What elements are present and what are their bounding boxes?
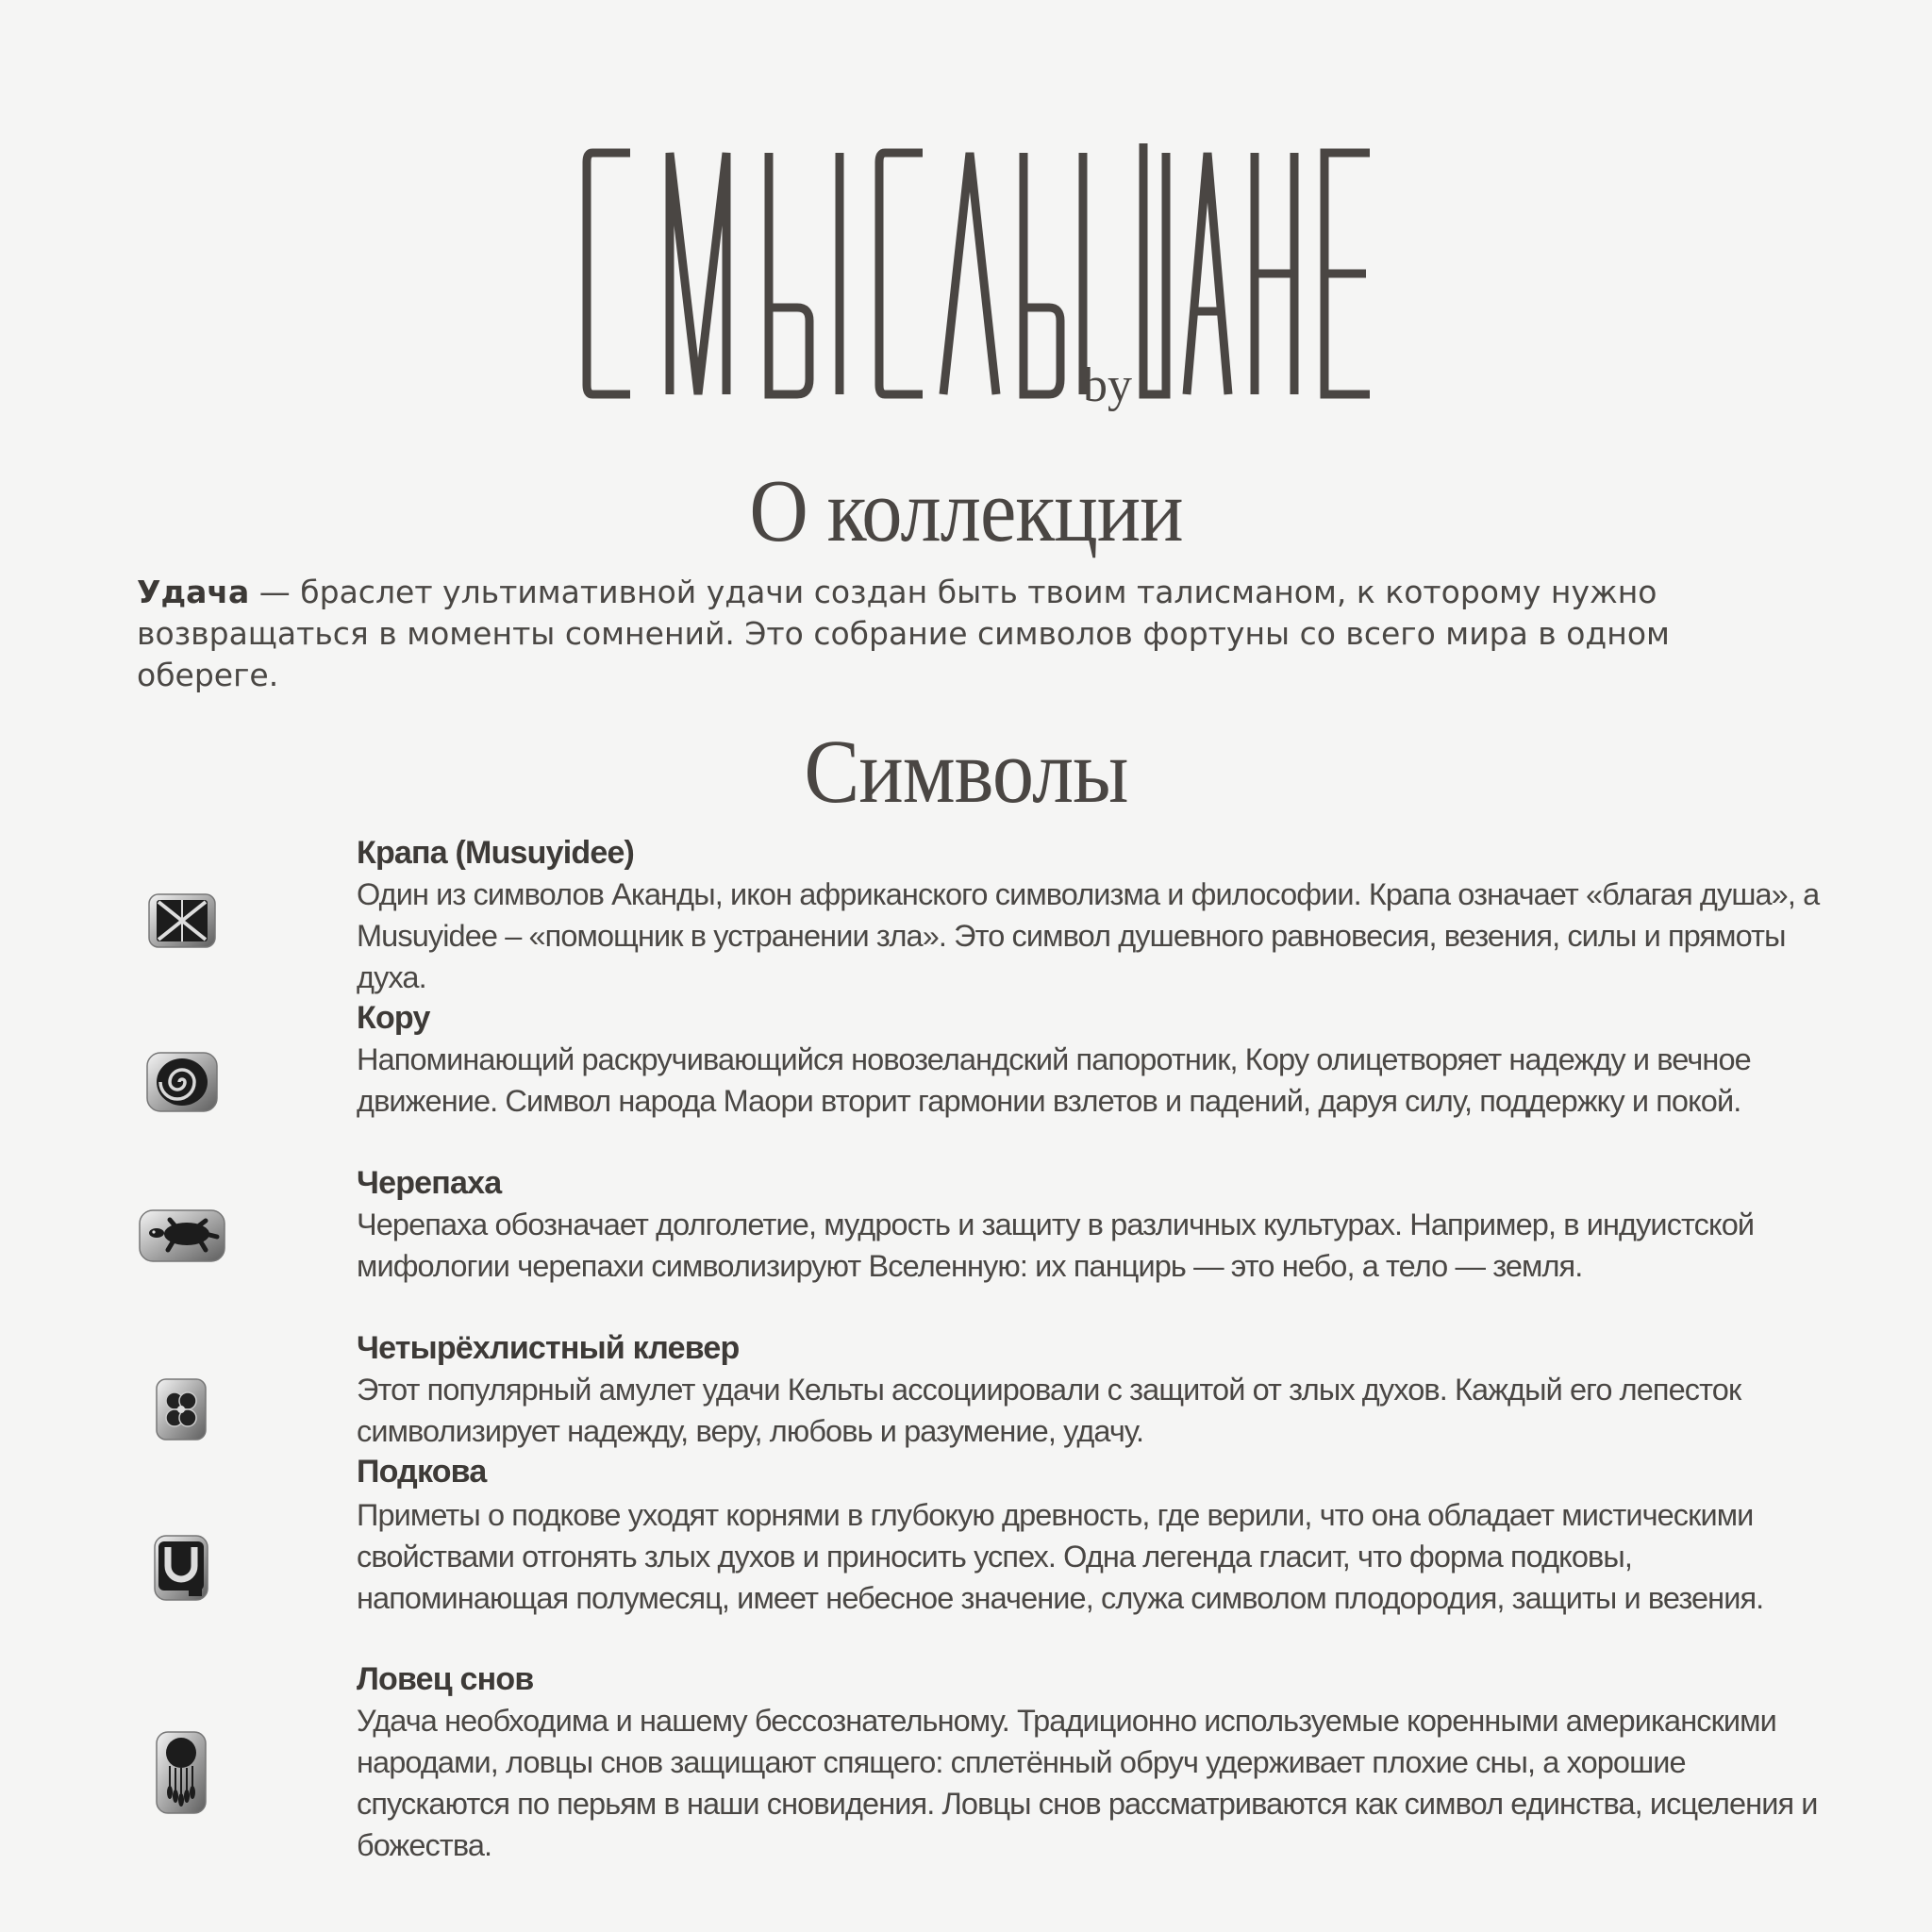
about-lead-text: — браслет ультимативной удачи создан быть твоим талисманом, к которому нужно возвращаться в моменты сомнений. Это собрание символов фортуны со всего мира в одном обереге. [137,574,1670,693]
symbol-desc-turtle: Черепаха обозначает долголетие, мудрость и защиту в различных культурах. Например, в индуистской мифологии черепахи символизируют Вселенную: их панцирь — это небо, а тело — земля. [357,1208,1755,1283]
koru-spiral-icon [145,1051,219,1113]
turtle-icon [138,1208,226,1263]
about-paragraph [137,572,1797,696]
krapa-cross-icon [147,892,217,949]
symbol-title-krapa: Крапа (Musuyidee) [357,835,635,871]
symbol-title-turtle: Черепаха [357,1165,502,1201]
brand-logo [0,132,1932,415]
four-leaf-clover-icon [155,1377,208,1441]
svg-text:by: by [1083,358,1132,412]
horseshoe-icon [153,1534,209,1602]
symbol-title-dreamcatcher: Ловец снов [357,1661,534,1697]
symbol-desc-koru: Напоминающий раскручивающийся новозеландский папоротник, Кору олицетворяет надежду и вечное движение. Символ народа Маори вторит гармонии взлетов и падений, даруя силу, поддержку и покой. [357,1042,1751,1118]
dreamcatcher-icon [155,1730,208,1815]
about-heading: О коллекции [749,462,1183,560]
symbol-desc-krapa: Один из символов Аканды, икон африканского символизма и философии. Крапа означает «благая душа», а Musuyidee – «помощник в устранении зла». Это символ душевного равновесия, везения, силы и прямоты духа. [357,877,1820,994]
symbol-title-clover: Четырёхлистный клевер [357,1330,740,1366]
about-lead-bold: Удача [137,574,250,610]
symbol-title-koru: Кору [357,1000,430,1036]
brand-logo-mark [0,132,1932,415]
symbols-heading: Символы [804,721,1128,822]
symbol-desc-clover: Этот популярный амулет удачи Кельты ассоциировали с защитой от злых духов. Каждый его лепесток символизирует надежду, веру, любовь и разумение, удачу. [357,1373,1741,1448]
symbol-desc-dreamcatcher: Удача необходима и нашему бессознательному. Традиционно используемые коренными американскими народами, ловцы снов защищают спящего: сплетённый обруч удерживает плохие сны, а хорошие спускаются по перьям в наши сновидения. Ловцы снов рассматриваются как символ единства, исцеления и божества. [357,1704,1818,1862]
symbol-desc-horseshoe: Приметы о подкове уходят корнями в глубокую древность, где верили, что она обладает мистическими свойствами отгонять злых духов и приносить успех. Одна легенда гласит, что форма подковы, напоминающая полумесяц, имеет небесное значение, служа символом плодородия, защиты и везения. [357,1498,1764,1615]
symbol-title-horseshoe: Подкова [357,1454,487,1490]
